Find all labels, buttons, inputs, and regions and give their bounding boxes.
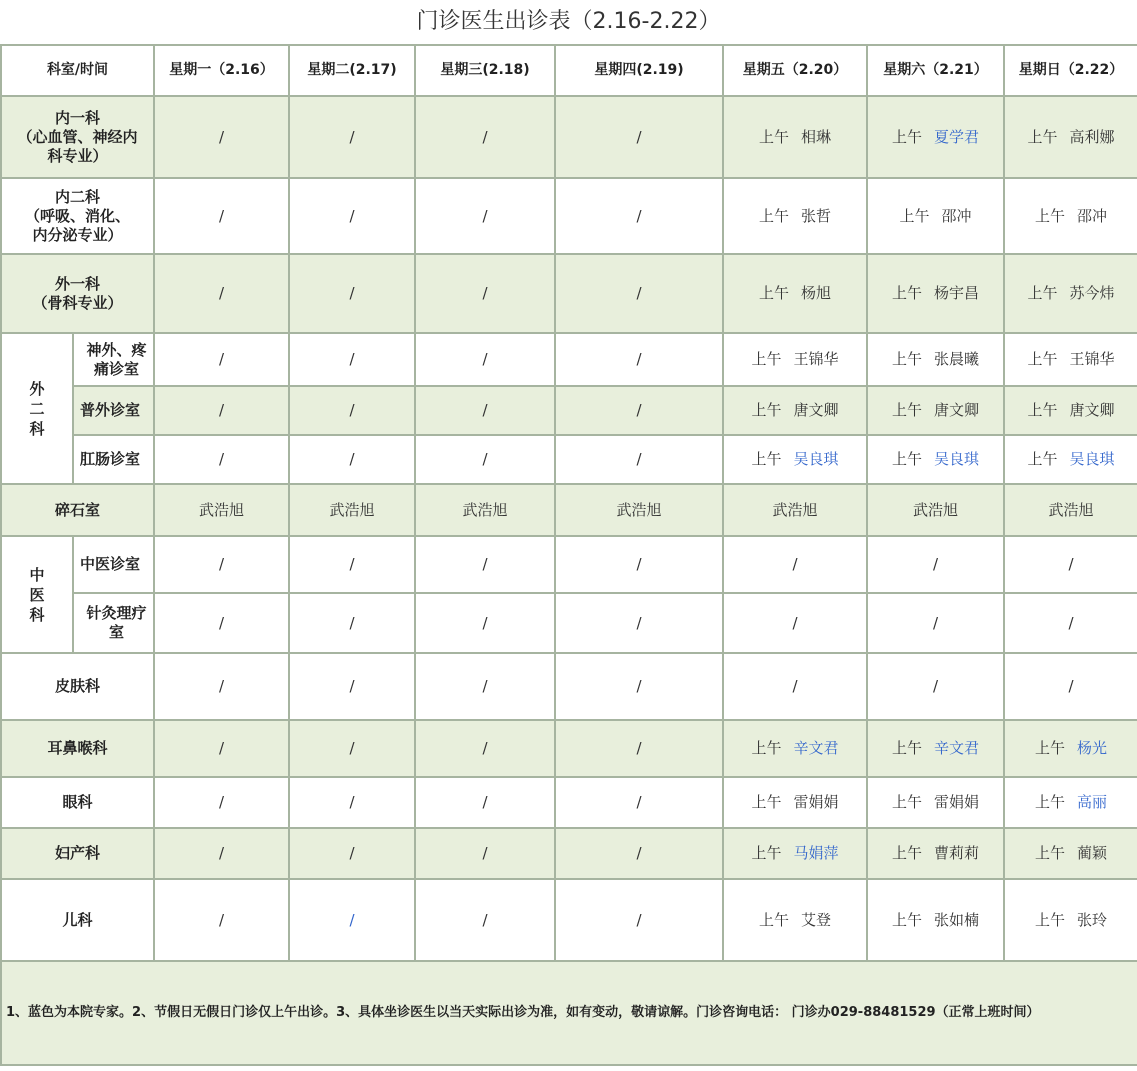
no-clinic-mark: / — [636, 677, 642, 695]
schedule-cell — [867, 484, 1004, 536]
table-row — [1, 386, 1137, 435]
shift-label: 上午 — [758, 127, 789, 146]
label-line: 神外、疼 — [86, 340, 147, 359]
shift-label: 上午 — [751, 350, 782, 368]
sub-dept-label — [73, 333, 154, 386]
schedule-cell — [1004, 653, 1137, 720]
table-row — [1, 96, 1137, 178]
schedule-cell — [867, 333, 1004, 386]
no-clinic-mark: / — [482, 613, 488, 632]
schedule-cell — [723, 178, 867, 254]
schedule-cell — [154, 254, 289, 333]
schedule-cell — [415, 828, 555, 879]
dept-group-text: 中医科 — [29, 565, 45, 624]
label-line: 针灸理疗 — [86, 604, 147, 622]
schedule-cell — [1004, 386, 1137, 435]
header-row — [1, 45, 1137, 96]
doctor-name: 杨旭 — [801, 284, 832, 302]
schedule-cell — [723, 536, 867, 593]
no-clinic-mark: / — [218, 910, 225, 929]
expert-doctor-name: 高丽 — [1077, 793, 1108, 811]
label-line: 碎石室 — [54, 500, 100, 519]
no-clinic-mark: / — [349, 284, 355, 302]
schedule-cell — [723, 777, 867, 828]
label-line: （骨科专业） — [32, 293, 123, 312]
no-clinic-mark: / — [218, 206, 225, 225]
shift-label: 上午 — [891, 739, 922, 757]
shift-label: 上午 — [891, 910, 922, 929]
header-day-5: 星期五（2.20） — [723, 45, 867, 96]
shift-label: 上午 — [891, 793, 922, 811]
schedule-cell — [555, 653, 723, 720]
sub-dept-label — [73, 536, 154, 593]
label-line: （心血管、神经内 — [17, 127, 138, 146]
expert-doctor-name: 马娟萍 — [793, 844, 839, 862]
schedule-cell — [415, 178, 555, 254]
no-clinic-mark: / — [636, 613, 642, 632]
expert-doctor-name: 杨光 — [1077, 739, 1108, 757]
shift-label: 上午 — [1034, 206, 1065, 225]
shift-label: 上午 — [758, 284, 789, 302]
schedule-cell — [154, 879, 289, 961]
schedule-cell — [1004, 484, 1137, 536]
dept-group-text: 外二科 — [29, 379, 45, 438]
schedule-cell — [289, 254, 415, 333]
doctor-name: 蔺颖 — [1077, 844, 1108, 862]
schedule-cell — [867, 435, 1004, 484]
schedule-cell — [415, 333, 555, 386]
no-clinic-mark: / — [218, 555, 225, 573]
shift-label: 上午 — [751, 450, 782, 468]
no-clinic-mark: / — [482, 401, 488, 419]
label-line: 外一科 — [54, 274, 100, 293]
dept-label — [1, 653, 154, 720]
shift-label: 上午 — [1034, 910, 1065, 929]
schedule-cell — [415, 777, 555, 828]
header-dept-time: 科室/时间 — [1, 45, 154, 96]
schedule-cell — [1004, 96, 1137, 178]
schedule-cell — [723, 435, 867, 484]
schedule-cell — [154, 828, 289, 879]
no-clinic-mark: / — [349, 793, 355, 811]
expert-doctor-name: 辛文君 — [934, 739, 980, 757]
schedule-cell — [555, 386, 723, 435]
no-clinic-mark: / — [636, 127, 642, 146]
schedule-cell — [555, 178, 723, 254]
table-row — [1, 777, 1137, 828]
doctor-name: 雷娟娟 — [934, 793, 980, 811]
no-clinic-mark: / — [349, 206, 355, 225]
schedule-cell — [289, 653, 415, 720]
schedule-cell — [154, 720, 289, 777]
schedule-cell — [1004, 720, 1137, 777]
no-clinic-mark: / — [218, 127, 225, 146]
no-clinic-mark: / — [482, 284, 488, 302]
schedule-cell — [555, 720, 723, 777]
label-line: 眼科 — [62, 793, 93, 811]
sub-dept-label — [73, 593, 154, 653]
schedule-cell — [723, 96, 867, 178]
schedule-cell — [723, 386, 867, 435]
header-day-6: 星期六（2.21） — [867, 45, 1004, 96]
schedule-cell — [415, 96, 555, 178]
no-clinic-mark: / — [636, 450, 642, 468]
header-day-1: 星期一（2.16） — [154, 45, 289, 96]
label-line: 耳鼻喉科 — [47, 739, 108, 757]
expert-doctor-name: 夏学君 — [934, 127, 980, 146]
doctor-name: 唐文卿 — [1069, 401, 1115, 419]
no-clinic-mark: / — [218, 450, 225, 468]
doctor-name: 邵冲 — [1077, 206, 1108, 225]
schedule-cell — [723, 828, 867, 879]
schedule-cell — [867, 96, 1004, 178]
no-clinic-mark: / — [349, 677, 355, 695]
schedule-cell — [867, 536, 1004, 593]
shift-label: 上午 — [1034, 793, 1065, 811]
shift-label: 上午 — [899, 206, 930, 225]
no-clinic-mark: / — [349, 401, 355, 419]
dept-label — [1, 828, 154, 879]
schedule-cell — [154, 435, 289, 484]
no-clinic-mark: / — [218, 844, 225, 862]
schedule-cell — [555, 593, 723, 653]
doctor-name: 相琳 — [801, 127, 832, 146]
table-row — [1, 333, 1137, 386]
schedule-cell — [1004, 593, 1137, 653]
table-row — [1, 593, 1137, 653]
schedule-cell — [867, 593, 1004, 653]
expert-doctor-name: 辛文君 — [793, 739, 839, 757]
header-day-4: 星期四(2.19) — [555, 45, 723, 96]
shift-label: 上午 — [1027, 350, 1058, 368]
no-clinic-mark: / — [636, 555, 642, 573]
schedule-cell — [555, 536, 723, 593]
schedule-cell — [415, 484, 555, 536]
no-clinic-mark: / — [218, 739, 225, 757]
no-clinic-mark: / — [792, 613, 798, 632]
schedule-cell — [867, 178, 1004, 254]
no-clinic-mark: / — [349, 350, 355, 368]
doctor-name: 王锦华 — [1069, 350, 1115, 368]
schedule-cell — [154, 653, 289, 720]
header-day-3: 星期三(2.18) — [415, 45, 555, 96]
no-clinic-mark: / — [218, 793, 225, 811]
no-clinic-mark: / — [349, 910, 355, 929]
expert-doctor-name: 吴良琪 — [934, 450, 980, 468]
header-day-7: 星期日（2.22） — [1004, 45, 1137, 96]
schedule-cell — [723, 720, 867, 777]
no-clinic-mark: / — [636, 793, 642, 811]
schedule-cell — [1004, 435, 1137, 484]
schedule-cell — [723, 879, 867, 961]
no-clinic-mark: / — [482, 206, 488, 225]
schedule-cell — [867, 777, 1004, 828]
schedule-cell — [1004, 178, 1137, 254]
doctor-name: 张如楠 — [934, 910, 980, 929]
no-clinic-mark: / — [482, 555, 488, 573]
schedule-cell — [1004, 777, 1137, 828]
schedule-cell — [289, 777, 415, 828]
note-row — [1, 961, 1137, 1065]
label-line: 室 — [108, 623, 124, 641]
doctor-name: 邵冲 — [941, 206, 972, 225]
shift-label: 上午 — [891, 350, 922, 368]
schedule-cell — [867, 386, 1004, 435]
table-row — [1, 536, 1137, 593]
doctor-name: 武浩旭 — [198, 500, 244, 519]
schedule-cell — [154, 777, 289, 828]
sub-dept-label — [73, 435, 154, 484]
no-clinic-mark: / — [218, 613, 225, 632]
shift-label: 上午 — [891, 127, 922, 146]
schedule-cell — [415, 536, 555, 593]
label-line: 中医诊室 — [80, 555, 141, 573]
label-line: 科专业） — [47, 146, 108, 165]
no-clinic-mark: / — [636, 844, 642, 862]
schedule-cell — [1004, 879, 1137, 961]
no-clinic-mark: / — [932, 613, 939, 632]
doctor-name: 雷娟娟 — [793, 793, 839, 811]
no-clinic-mark: / — [349, 739, 355, 757]
schedule-cell — [555, 777, 723, 828]
doctor-name: 武浩旭 — [772, 500, 818, 519]
no-clinic-mark: / — [218, 284, 225, 302]
doctor-name: 张哲 — [801, 206, 832, 225]
shift-label: 上午 — [751, 739, 782, 757]
schedule-cell — [154, 484, 289, 536]
schedule-cell — [415, 435, 555, 484]
no-clinic-mark: / — [218, 350, 225, 368]
doctor-name: 杨宇昌 — [934, 284, 980, 302]
schedule-cell — [154, 333, 289, 386]
label-line: 内分泌专业） — [32, 225, 123, 244]
schedule-cell — [154, 96, 289, 178]
doctor-name: 张晨曦 — [934, 350, 980, 368]
doctor-name: 武浩旭 — [1048, 500, 1094, 519]
shift-label: 上午 — [1027, 450, 1058, 468]
no-clinic-mark: / — [349, 555, 355, 573]
table-row — [1, 653, 1137, 720]
shift-label: 上午 — [758, 206, 789, 225]
shift-label: 上午 — [891, 450, 922, 468]
schedule-cell — [555, 879, 723, 961]
schedule-cell — [289, 593, 415, 653]
schedule-cell — [723, 484, 867, 536]
shift-label: 上午 — [1034, 844, 1065, 862]
no-clinic-mark: / — [482, 677, 488, 695]
schedule-cell — [415, 653, 555, 720]
dept-label — [1, 879, 154, 961]
schedule-cell — [289, 333, 415, 386]
no-clinic-mark: / — [636, 739, 642, 757]
schedule-cell — [289, 536, 415, 593]
schedule-cell — [867, 828, 1004, 879]
schedule-cell — [555, 333, 723, 386]
no-clinic-mark: / — [482, 739, 488, 757]
dept-label — [1, 720, 154, 777]
doctor-name: 唐文卿 — [793, 401, 839, 419]
schedule-cell — [415, 593, 555, 653]
no-clinic-mark: / — [349, 844, 355, 862]
label-line: 儿科 — [62, 910, 93, 929]
schedule-cell — [415, 386, 555, 435]
schedule-cell — [867, 653, 1004, 720]
schedule-cell — [723, 653, 867, 720]
expert-doctor-name: 吴良琪 — [1069, 450, 1115, 468]
doctor-name: 艾登 — [801, 910, 832, 929]
no-clinic-mark: / — [218, 677, 225, 695]
table-row — [1, 879, 1137, 961]
label-line: 皮肤科 — [54, 677, 100, 695]
schedule-cell — [289, 484, 415, 536]
schedule-cell — [289, 720, 415, 777]
doctor-name: 苏今炜 — [1069, 284, 1115, 302]
doctor-name: 武浩旭 — [329, 500, 375, 519]
doctor-name: 高利娜 — [1069, 127, 1115, 146]
no-clinic-mark: / — [482, 910, 488, 929]
footnote: 1、蓝色为本院专家。2、节假日无假日门诊仅上午出诊。3、具体坐诊医生以当天实际出诊为准，如有变动，敬请谅解。门诊咨询电话： 门诊办029-88481529（正常上班时间） — [1, 961, 1137, 1065]
no-clinic-mark: / — [636, 284, 642, 302]
no-clinic-mark: / — [482, 127, 488, 146]
table-row — [1, 720, 1137, 777]
schedule-cell — [154, 386, 289, 435]
dept-label — [1, 96, 154, 178]
expert-doctor-name: 吴良琪 — [793, 450, 839, 468]
schedule-cell — [555, 254, 723, 333]
doctor-name: 武浩旭 — [462, 500, 508, 519]
shift-label: 上午 — [758, 910, 789, 929]
doctor-name: 曹莉莉 — [934, 844, 980, 862]
schedule-cell — [555, 484, 723, 536]
no-clinic-mark: / — [636, 910, 642, 929]
schedule-cell — [289, 386, 415, 435]
shift-label: 上午 — [891, 401, 922, 419]
page-title: 门诊医生出诊表（2.16-2.22） — [416, 9, 721, 34]
no-clinic-mark: / — [349, 613, 355, 632]
dept-group-label — [1, 333, 73, 484]
schedule-cell — [1004, 828, 1137, 879]
doctor-name: 武浩旭 — [616, 500, 662, 519]
schedule-cell — [555, 828, 723, 879]
schedule-cell — [555, 96, 723, 178]
shift-label: 上午 — [1027, 127, 1058, 146]
no-clinic-mark: / — [218, 401, 225, 419]
table-row — [1, 178, 1137, 254]
label-line: （呼吸、消化、 — [24, 206, 130, 225]
shift-label: 上午 — [751, 401, 782, 419]
schedule-cell — [289, 96, 415, 178]
no-clinic-mark: / — [932, 555, 939, 573]
no-clinic-mark: / — [349, 450, 355, 468]
doctor-name: 唐文卿 — [934, 401, 980, 419]
doctor-name: 王锦华 — [793, 350, 839, 368]
no-clinic-mark: / — [792, 677, 798, 695]
no-clinic-mark: / — [636, 350, 642, 368]
no-clinic-mark: / — [482, 350, 488, 368]
schedule-cell — [555, 435, 723, 484]
table-row — [1, 254, 1137, 333]
schedule-cell — [1004, 254, 1137, 333]
schedule-cell — [723, 593, 867, 653]
doctor-name: 张玲 — [1077, 910, 1108, 929]
schedule-cell — [867, 879, 1004, 961]
shift-label: 上午 — [751, 793, 782, 811]
no-clinic-mark: / — [932, 677, 939, 695]
schedule-cell — [289, 435, 415, 484]
schedule-cell — [867, 720, 1004, 777]
dept-label — [1, 178, 154, 254]
no-clinic-mark: / — [1068, 677, 1074, 695]
label-line: 肛肠诊室 — [80, 450, 141, 468]
schedule-cell — [154, 536, 289, 593]
no-clinic-mark: / — [636, 401, 642, 419]
schedule-cell — [415, 254, 555, 333]
sub-dept-label — [73, 386, 154, 435]
schedule-cell — [415, 720, 555, 777]
shift-label: 上午 — [891, 284, 922, 302]
shift-label: 上午 — [1034, 739, 1065, 757]
schedule-cell — [1004, 333, 1137, 386]
no-clinic-mark: / — [792, 555, 798, 573]
schedule-cell — [723, 333, 867, 386]
schedule-cell — [289, 828, 415, 879]
header-day-2: 星期二(2.17) — [289, 45, 415, 96]
dept-label — [1, 254, 154, 333]
label-line: 内二科 — [54, 187, 100, 206]
label-line: 痛诊室 — [93, 359, 139, 378]
no-clinic-mark: / — [349, 127, 355, 146]
no-clinic-mark: / — [482, 450, 488, 468]
no-clinic-mark: / — [636, 206, 642, 225]
no-clinic-mark: / — [1068, 613, 1074, 632]
label-line: 普外诊室 — [80, 401, 141, 419]
schedule-cell — [154, 593, 289, 653]
dept-label — [1, 484, 154, 536]
table-row — [1, 484, 1137, 536]
schedule-cell — [1004, 536, 1137, 593]
no-clinic-mark: / — [1068, 555, 1074, 573]
shift-label: 上午 — [751, 844, 782, 862]
schedule-table — [0, 44, 1137, 1066]
schedule-cell — [289, 178, 415, 254]
shift-label: 上午 — [1027, 284, 1058, 302]
doctor-name: 武浩旭 — [912, 500, 958, 519]
dept-label — [1, 777, 154, 828]
dept-group-label — [1, 536, 73, 653]
schedule-cell — [723, 254, 867, 333]
table-row — [1, 828, 1137, 879]
schedule-cell — [867, 254, 1004, 333]
shift-label: 上午 — [891, 844, 922, 862]
no-clinic-mark: / — [482, 844, 488, 862]
schedule-cell — [289, 879, 415, 961]
schedule-cell — [154, 178, 289, 254]
schedule-cell — [415, 879, 555, 961]
label-line: 内一科 — [54, 108, 100, 127]
table-row — [1, 435, 1137, 484]
label-line: 妇产科 — [54, 844, 100, 862]
no-clinic-mark: / — [482, 793, 488, 811]
shift-label: 上午 — [1027, 401, 1058, 419]
